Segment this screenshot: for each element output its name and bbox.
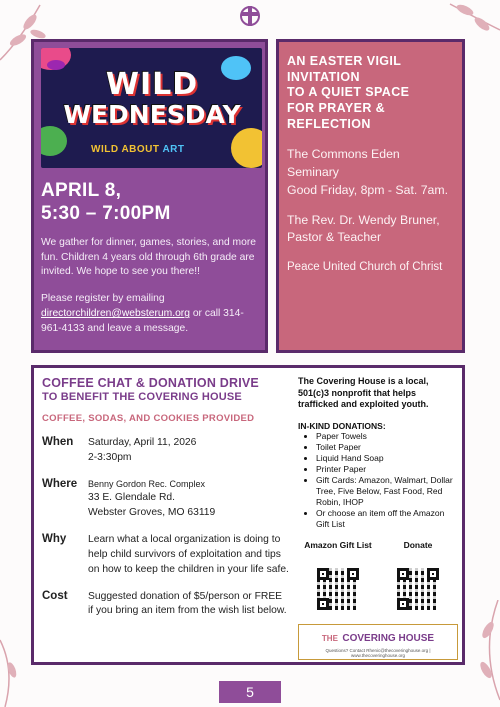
- why-label: Why: [42, 532, 67, 545]
- list-item: • Or choose an item off the Amazon Gift List: [316, 508, 458, 530]
- donate-qr-group: [383, 540, 453, 610]
- donations-heading: IN-KIND DONATIONS:: [298, 421, 386, 432]
- donations-list: [316, 431, 458, 530]
- vigil-heading-line: TO A QUIET SPACE: [287, 85, 410, 100]
- amazon-qr-group: [303, 540, 373, 610]
- cross-ornament-icon: [236, 2, 264, 30]
- list-item: • Liquid Hand Soap: [316, 453, 458, 464]
- page-number: 5: [219, 681, 281, 703]
- where-venue: Benny Gordon Rec. Complex: [88, 478, 206, 489]
- vigil-details: [287, 146, 454, 276]
- easter-vigil-panel: [276, 39, 465, 353]
- event-date-line2: 5:30 – 7:00PM: [41, 202, 171, 224]
- when-row: [42, 436, 290, 466]
- logo-name: COVERING HOUSE: [342, 633, 435, 645]
- logo-wordmark: [302, 628, 454, 646]
- coffee-chat-subtitle: TO BENEFIT THE COVERING HOUSE: [42, 391, 242, 403]
- vigil-heading: [287, 54, 454, 132]
- wild-wednesday-panel: [31, 39, 268, 353]
- where-value: [88, 478, 290, 521]
- coffee-chat-details: [42, 376, 290, 619]
- when-date: Saturday, April 11, 2026: [88, 437, 197, 448]
- cost-row: [42, 590, 290, 620]
- register-text-end: or call 314-961-4133 and leave a message.: [41, 308, 244, 335]
- when-value: [88, 436, 290, 466]
- coffee-chat-card: [31, 365, 465, 665]
- list-item: • Paper Towels: [316, 431, 458, 442]
- covering-house-intro: The Covering House is a local, 501(c)3 nonprofit that helps trafficked and exploited youth.: [298, 376, 429, 410]
- logo-footer: Questions? Contact Rhenic@thecoveringhouse.org | www.thecoveringhouse.org: [325, 648, 431, 659]
- email-link[interactable]: directorchildren@websterum.org: [41, 308, 190, 320]
- event-date-line1: APRIL 8,: [41, 180, 122, 201]
- vigil-church: Peace United Church of Christ: [287, 261, 443, 274]
- covering-house-info: [298, 376, 458, 660]
- where-street: 33 E. Glendale Rd.: [88, 491, 176, 503]
- vigil-pastor: The Rev. Dr. Wendy Bruner, Pastor & Teacher: [287, 212, 440, 245]
- cost-label: Cost: [42, 589, 68, 602]
- logo-title-line1: WILD: [105, 67, 199, 102]
- vigil-heading-line: INVITATION: [287, 69, 360, 84]
- coffee-chat-title: COFFEE CHAT & DONATION DRIVE: [42, 376, 259, 390]
- vigil-time: Good Friday, 8pm - Sat. 7am.: [287, 182, 449, 197]
- when-label: When: [42, 436, 74, 448]
- logo-title-line2: WEDNESDAY: [63, 100, 241, 129]
- event-description: [41, 236, 258, 338]
- event-date: [41, 180, 258, 226]
- logo-the: THE: [321, 634, 338, 644]
- qr-codes: [298, 540, 458, 610]
- vigil-heading-line: AN EASTER VIGIL: [287, 54, 402, 68]
- why-row: [42, 533, 290, 578]
- leaf-branch-bottom-left-icon: [0, 630, 30, 707]
- list-item: • Toilet Paper: [316, 442, 458, 453]
- list-item: • Gift Cards: Amazon, Walmart, Dollar Tree, Five Below, Fast Food, Red Robin, IHOP: [316, 475, 458, 508]
- logo-subtitle: [91, 144, 185, 155]
- register-paragraph: [41, 292, 258, 337]
- when-time: 2-3:30pm: [88, 451, 132, 463]
- where-city: Webster Groves, MO 63119: [88, 506, 216, 518]
- vigil-location: [287, 146, 454, 199]
- vigil-heading-line: FOR PRAYER &: [287, 100, 386, 115]
- leaf-branch-top-right-icon: [440, 0, 500, 40]
- donate-qr-code-icon[interactable]: [397, 568, 439, 610]
- covering-house-logo: [298, 624, 458, 660]
- amazon-qr-code-icon[interactable]: [317, 568, 359, 610]
- list-item: • Printer Paper: [316, 464, 458, 475]
- logo-subtitle-a: WILD ABOUT: [91, 144, 160, 155]
- logo-subtitle-b: ART: [162, 144, 185, 155]
- register-text: Please register by emailing: [41, 293, 165, 305]
- wild-wednesday-logo: [41, 48, 262, 168]
- leaf-branch-bottom-right-icon: [460, 600, 500, 707]
- logo-title: [57, 67, 247, 129]
- where-row: [42, 478, 290, 521]
- where-label: Where: [42, 477, 78, 490]
- vigil-location-text: The Commons Eden Seminary: [287, 147, 400, 179]
- why-value: Learn what a local organization is doing to help child survivors of exploitation and tips on how to keep the children in your life safe.: [88, 533, 289, 575]
- donate-qr-label: Donate: [403, 540, 433, 551]
- description-paragraph: We gather for dinner, games, stories, and more fun. Children 4 years old through 6th grade are invited. We hope to see you there!!: [41, 236, 257, 278]
- cost-value: Suggested donation of $5/person or FREE if you bring an item from the wish list below.: [88, 590, 287, 617]
- refreshments-note: COFFEE, SODAS, AND COOKIES PROVIDED: [42, 413, 255, 424]
- amazon-qr-label: Amazon Gift List: [304, 540, 372, 551]
- vigil-heading-line: REFLECTION: [287, 116, 371, 131]
